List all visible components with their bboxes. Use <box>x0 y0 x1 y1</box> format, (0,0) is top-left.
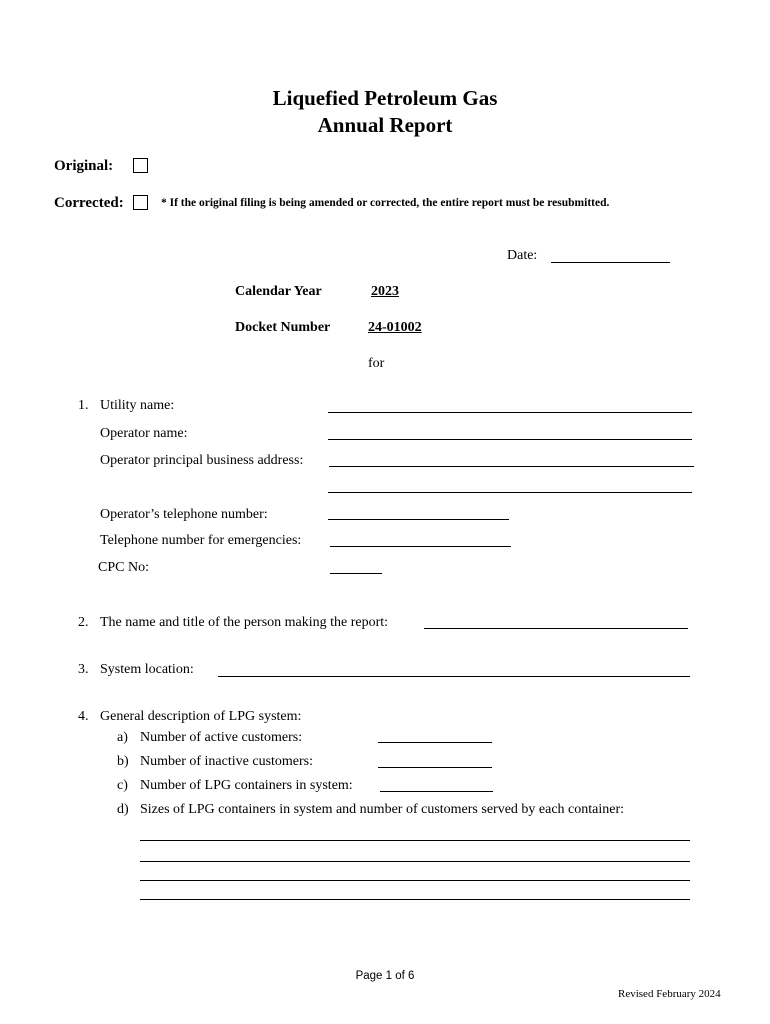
item-4-number: 4. <box>78 709 89 724</box>
container-sizes-label: Sizes of LPG containers in system and number of customers served by each container: <box>140 802 625 817</box>
docket-number-label: Docket Number <box>235 320 331 335</box>
corrected-checkbox[interactable] <box>133 195 148 210</box>
item-4d-label: d) <box>117 802 129 817</box>
calendar-year-label: Calendar Year <box>235 284 322 299</box>
title-line-2: Annual Report <box>317 113 453 137</box>
corrected-label: Corrected: <box>54 195 124 211</box>
title-line-1: Liquefied Petroleum Gas <box>272 86 498 110</box>
page-number: Page 1 of 6 <box>355 970 415 982</box>
inactive-customers-label: Number of inactive customers: <box>140 754 314 769</box>
active-customers-label: Number of active customers: <box>140 730 303 745</box>
revised-date: Revised February 2024 <box>618 988 721 1000</box>
item-2-number: 2. <box>78 615 89 630</box>
operator-phone-field[interactable] <box>328 519 509 520</box>
utility-name-label: Utility name: <box>100 398 175 413</box>
operator-name-field[interactable] <box>328 439 692 440</box>
lpg-containers-label: Number of LPG containers in system: <box>140 778 353 793</box>
cpc-no-field[interactable] <box>330 573 382 574</box>
utility-name-field[interactable] <box>328 412 692 413</box>
lpg-containers-field[interactable] <box>380 791 493 792</box>
item-4a-label: a) <box>117 730 128 745</box>
emergency-phone-label: Telephone number for emergencies: <box>100 533 302 548</box>
person-report-field[interactable] <box>424 628 688 629</box>
container-sizes-field-2[interactable] <box>140 861 690 862</box>
cpc-no-label: CPC No: <box>98 560 149 575</box>
corrected-note: * If the original filing is being amended or corrected, the entire report must be resubmitted. <box>161 197 610 209</box>
original-checkbox[interactable] <box>133 158 148 173</box>
item-1-number: 1. <box>78 398 89 413</box>
docket-number-value: 24-01002 <box>368 320 422 335</box>
container-sizes-field-1[interactable] <box>140 840 690 841</box>
operator-address-field-2[interactable] <box>328 492 692 493</box>
container-sizes-field-4[interactable] <box>140 899 690 900</box>
item-4b-label: b) <box>117 754 129 769</box>
system-location-label: System location: <box>100 662 194 677</box>
date-field[interactable] <box>551 262 670 263</box>
operator-phone-label: Operator’s telephone number: <box>100 507 268 522</box>
for-label: for <box>368 356 385 371</box>
system-location-field[interactable] <box>218 676 690 677</box>
active-customers-field[interactable] <box>378 742 492 743</box>
item-3-number: 3. <box>78 662 89 677</box>
original-label: Original: <box>54 158 114 174</box>
emergency-phone-field[interactable] <box>330 546 511 547</box>
calendar-year-value: 2023 <box>371 284 399 299</box>
container-sizes-field-3[interactable] <box>140 880 690 881</box>
operator-address-field-1[interactable] <box>329 466 694 467</box>
date-label: Date: <box>507 248 538 263</box>
general-description-label: General description of LPG system: <box>100 709 302 724</box>
operator-name-label: Operator name: <box>100 426 188 441</box>
item-4c-label: c) <box>117 778 128 793</box>
person-report-label: The name and title of the person making the report: <box>100 615 389 630</box>
operator-address-label: Operator principal business address: <box>100 453 304 468</box>
inactive-customers-field[interactable] <box>378 767 492 768</box>
